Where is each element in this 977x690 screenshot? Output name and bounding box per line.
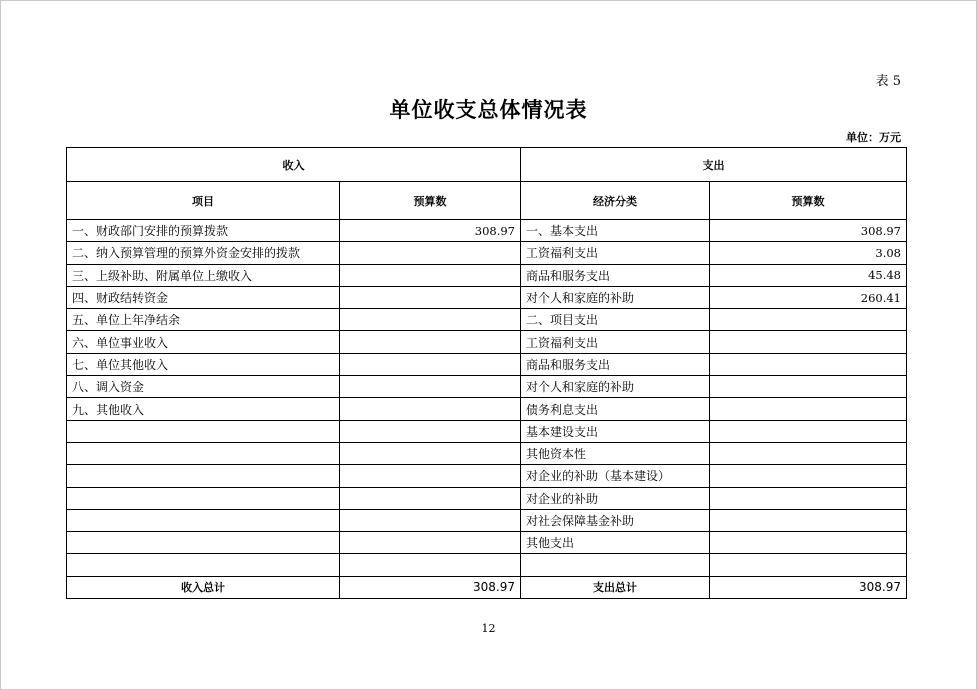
expense-value-cell [710,554,907,576]
expense-value-cell [710,442,907,464]
income-item-cell [67,465,340,487]
income-value-cell [340,309,521,331]
income-budget-header: 预算数 [340,182,521,220]
income-item-cell [67,509,340,531]
expense-header: 支出 [521,148,907,182]
expense-value-cell [710,420,907,442]
page-number: 12 [481,622,496,635]
table-row [67,376,907,398]
table-row [67,554,907,576]
table-row [67,353,907,375]
header-group-row [67,148,907,182]
income-value-cell [340,376,521,398]
expense-item-cell: 对个人和家庭的补助 [521,376,710,398]
expense-item-cell: 债务利息支出 [521,398,710,420]
income-value-cell [340,420,521,442]
income-value-cell [340,398,521,420]
table-row [67,331,907,353]
economic-class-header: 经济分类 [521,182,710,220]
expense-item-cell: 对个人和家庭的补助 [521,286,710,308]
page-title: 单位收支总体情况表 [389,97,588,122]
expense-value-cell [710,309,907,331]
table-row [67,465,907,487]
expense-item-cell: 工资福利支出 [521,331,710,353]
income-value-cell [340,487,521,509]
table-row [67,264,907,286]
income-item-cell: 一、财政部门安排的预算拨款 [67,220,340,242]
expense-item-cell: 基本建设支出 [521,420,710,442]
table-row [67,309,907,331]
table-row [67,509,907,531]
income-value-cell [340,442,521,464]
income-header: 收入 [67,148,521,182]
income-value-cell [340,465,521,487]
income-item-cell [67,487,340,509]
expense-total-value: 308.97 [710,576,907,598]
income-item-cell: 九、其他收入 [67,398,340,420]
income-item-cell [67,532,340,554]
income-item-cell: 三、上级补助、附属单位上缴收入 [67,264,340,286]
income-total-value: 308.97 [340,576,521,598]
income-value-cell [340,509,521,531]
expense-total-label: 支出总计 [521,576,710,598]
item-header: 项目 [67,182,340,220]
expense-item-cell: 其他资本性 [521,442,710,464]
income-item-cell: 七、单位其他收入 [67,353,340,375]
table-row [67,286,907,308]
expense-item-cell: 商品和服务支出 [521,353,710,375]
expense-value-cell: 3.08 [710,242,907,264]
table-row [67,532,907,554]
unit-note: 单位：万元 [846,131,901,144]
expense-item-cell: 工资福利支出 [521,242,710,264]
expense-value-cell [710,509,907,531]
income-item-cell: 六、单位事业收入 [67,331,340,353]
income-value-cell [340,242,521,264]
expense-item-cell: 对企业的补助 [521,487,710,509]
income-item-cell: 八、调入资金 [67,376,340,398]
income-item-cell [67,554,340,576]
expense-item-cell: 一、基本支出 [521,220,710,242]
income-value-cell [340,532,521,554]
table-row [67,220,907,242]
expense-value-cell: 260.41 [710,286,907,308]
expense-value-cell: 308.97 [710,220,907,242]
expense-value-cell [710,398,907,420]
column-header-row [67,182,907,220]
income-item-cell: 四、财政结转资金 [67,286,340,308]
expense-item-cell: 对企业的补助（基本建设） [521,465,710,487]
expense-value-cell [710,331,907,353]
income-value-cell [340,353,521,375]
income-value-cell [340,264,521,286]
expense-value-cell [710,465,907,487]
income-value-cell [340,554,521,576]
table-number: 表 5 [875,74,901,89]
table-row [67,442,907,464]
expense-budget-header: 预算数 [710,182,907,220]
table-row [67,242,907,264]
income-total-label: 收入总计 [67,576,340,598]
expense-item-cell: 对社会保障基金补助 [521,509,710,531]
expense-item-cell: 商品和服务支出 [521,264,710,286]
table-row [67,398,907,420]
income-value-cell [340,286,521,308]
expense-value-cell [710,532,907,554]
table-row [67,487,907,509]
income-item-cell: 二、纳入预算管理的预算外资金安排的拨款 [67,242,340,264]
expense-item-cell: 其他支出 [521,532,710,554]
income-value-cell: 308.97 [340,220,521,242]
expense-value-cell [710,487,907,509]
budget-table [66,147,907,599]
expense-value-cell [710,376,907,398]
income-value-cell [340,331,521,353]
income-item-cell: 五、单位上年净结余 [67,309,340,331]
table-row [67,420,907,442]
expense-item-cell [521,554,710,576]
table-body [67,220,907,577]
expense-value-cell [710,353,907,375]
income-item-cell [67,420,340,442]
expense-value-cell: 45.48 [710,264,907,286]
income-item-cell [67,442,340,464]
expense-item-cell: 二、项目支出 [521,309,710,331]
totals-row [67,576,907,598]
